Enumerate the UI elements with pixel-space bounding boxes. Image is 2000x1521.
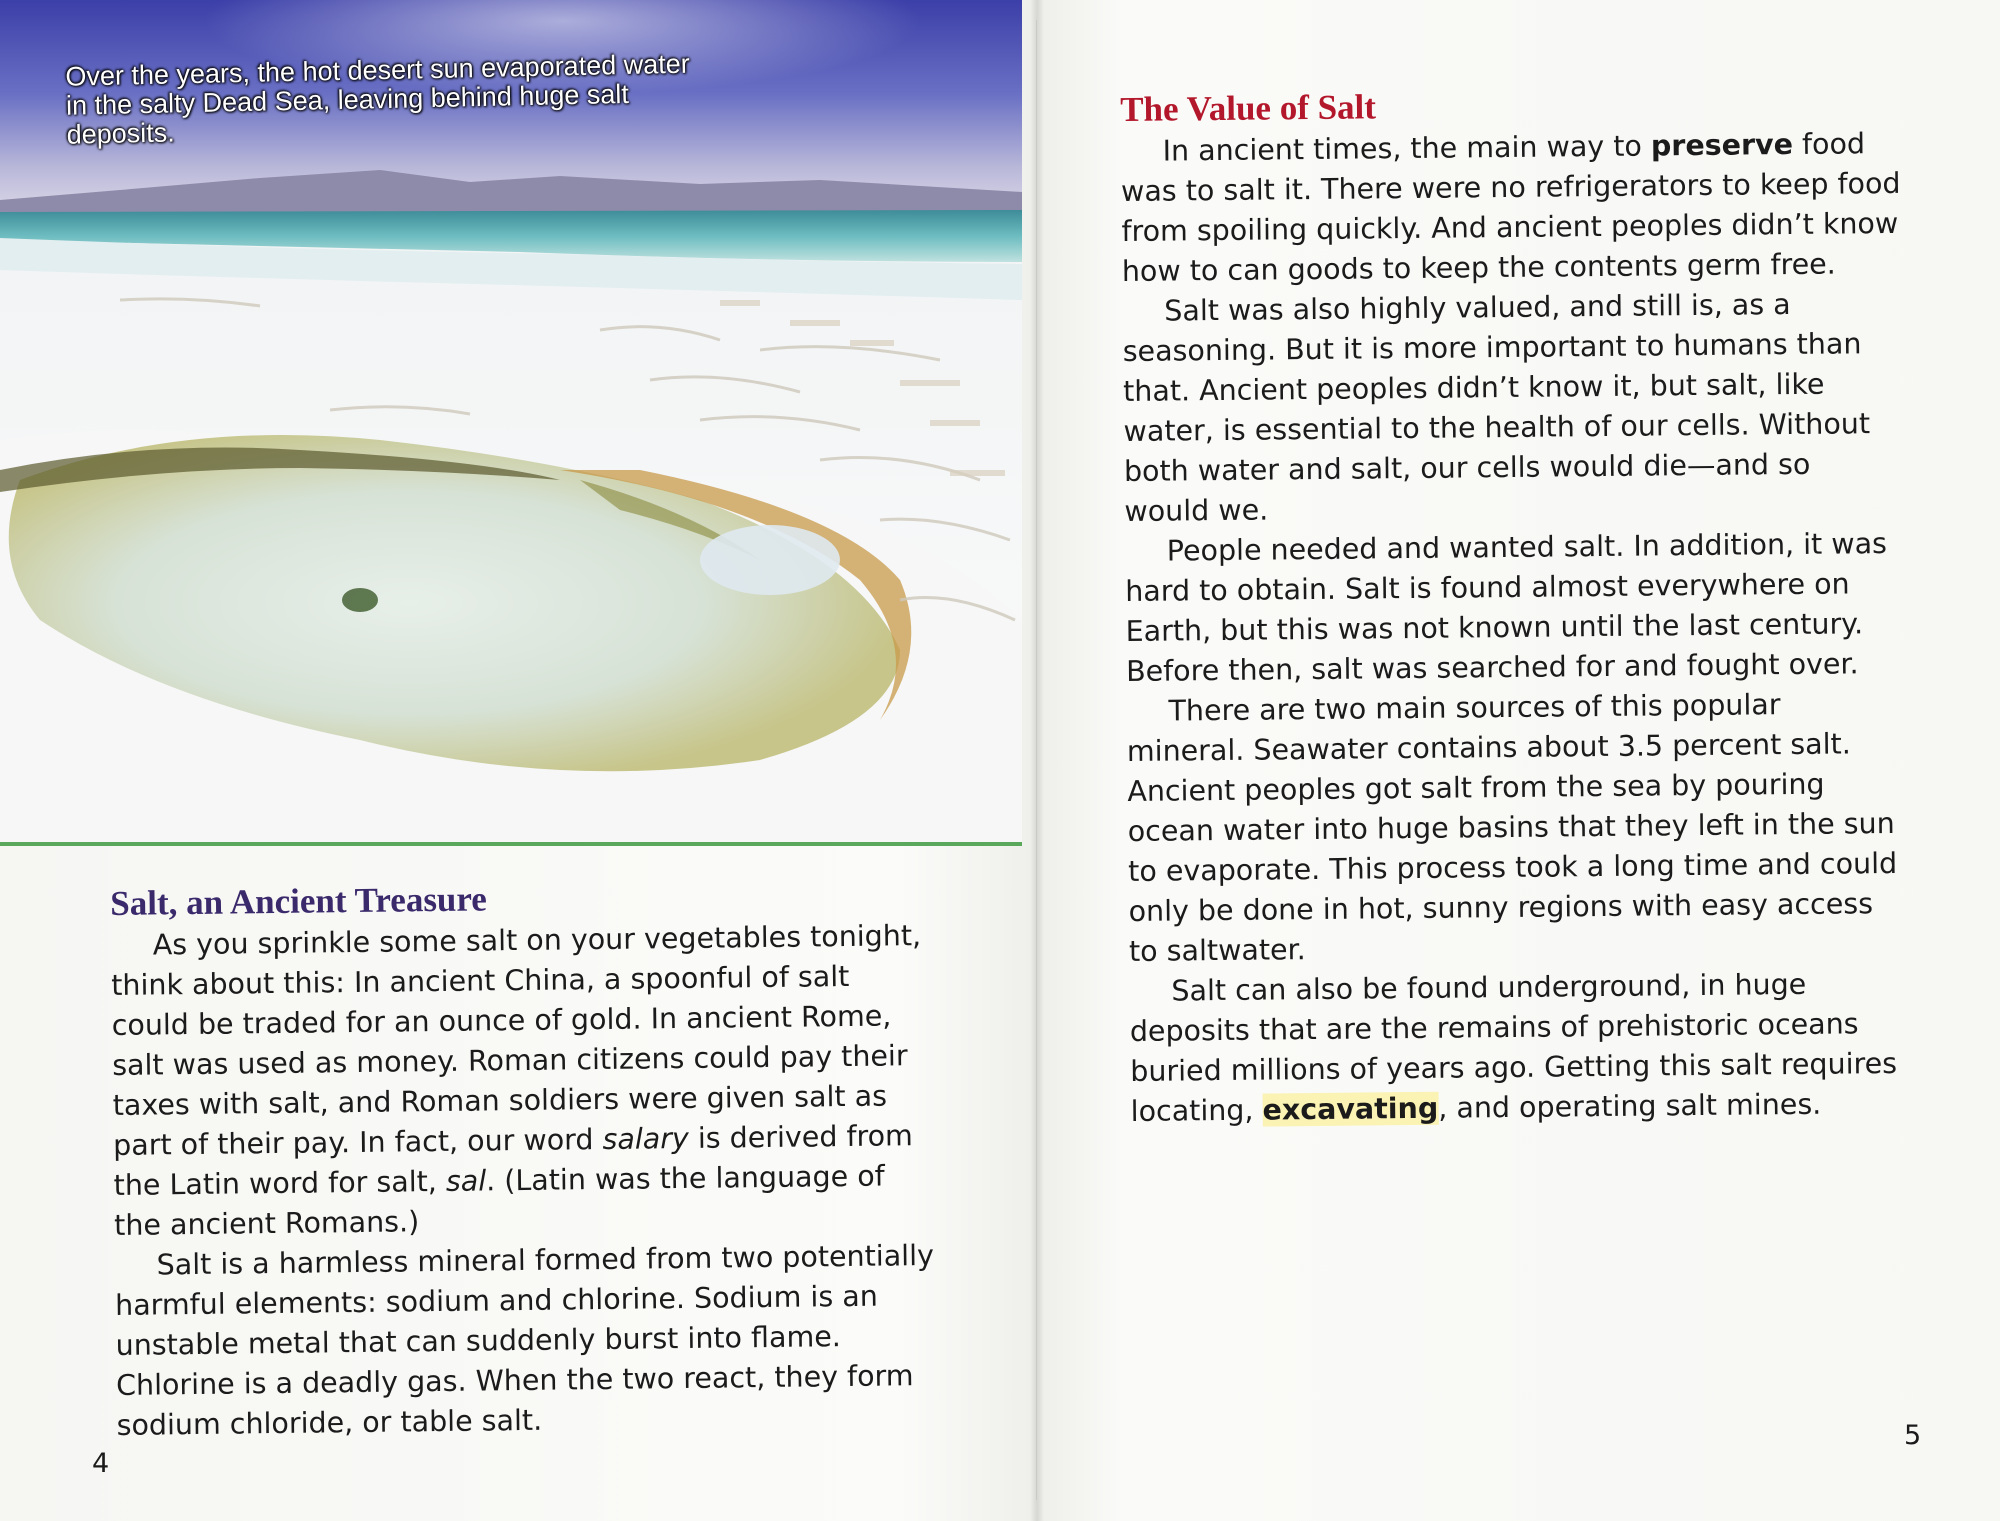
left-page-body <box>111 916 937 1446</box>
paragraph-text: , and operating salt mines. <box>1438 1087 1822 1125</box>
glossary-word-preserve: preserve <box>1650 127 1794 163</box>
paragraph-text: food was to salt it. There were no refrigerators to keep food from spoiling quickly. And ancient peoples didn’t know how to can goods to keep the contents germ free. <box>1120 127 1901 288</box>
right-page-body <box>1120 124 1910 1132</box>
paragraph-text: is derived from the Latin word for salt, <box>113 1119 914 1202</box>
right-paragraph-1 <box>1120 124 1902 292</box>
page-number-right: 5 <box>1904 1420 1922 1451</box>
italic-word-salary: salary <box>602 1121 689 1157</box>
paragraph-text: In ancient times, the main way to <box>1162 129 1652 168</box>
page-number-left: 4 <box>92 1448 110 1479</box>
glossary-word-excavating: excavating <box>1262 1091 1439 1127</box>
italic-word-sal: sal <box>445 1164 487 1198</box>
left-page-text <box>110 874 937 1446</box>
left-paragraph-2: Salt is a harmless mineral formed from two potentially harmful elements: sodium and chlorine. Sodium is an unstable metal that can suddenly burst into flame. Chlorine is a deadly gas. When the two react, they form sodium chloride, or table salt. <box>114 1238 935 1442</box>
paragraph-text: Salt can also be found underground, in huge deposits that are the remains of prehistoric oceans buried millions of years ago. Getting this salt requires locating, <box>1129 967 1898 1128</box>
paragraph-text: As you sprinkle some salt on your vegetables tonight, think about this: In ancient China, a spoonful of salt could be traded for an ounce of gold. In ancient Rome, salt was used as money. Roman citizens could pay their taxes with salt, and Roman soldiers were given salt as part of their pay. In fact, our word <box>111 919 922 1162</box>
right-paragraph-2: Salt was also highly valued, and still is, as a seasoning. But it is more important to humans than that. Ancient peoples didn’t know it, but salt, like water, is essential to the health of our cells. Without both water and salt, our cells would die—and so would we. <box>1122 287 1871 528</box>
left-page-heading: Salt, an Ancient Treasure <box>110 879 488 923</box>
photo-divider-rule <box>0 842 1022 846</box>
right-paragraph-5 <box>1129 964 1911 1132</box>
right-page-text <box>1120 82 1911 1132</box>
gutter-line <box>1036 20 1037 1500</box>
book-gutter <box>1030 0 1044 1521</box>
paragraph-text: . (Latin was the language of the ancient Romans.) <box>113 1159 885 1242</box>
right-paragraph-4: There are two main sources of this popular mineral. Seawater contains about 3.5 percent salt. Ancient peoples got salt from the sea by pouring ocean water into huge basins that they left in the sun to evaporate. This process took a long time and could only be done in hot, sunny regions with easy access to saltwater. <box>1126 688 1898 968</box>
left-paragraph-1 <box>111 916 935 1246</box>
photo-caption: Over the years, the hot desert sun evaporated water in the salty Dead Sea, leaving behind huge salt deposits. <box>65 48 690 150</box>
right-page-heading: The Value of Salt <box>1120 87 1377 129</box>
right-paragraph-3: People needed and wanted salt. In addition, it was hard to obtain. Salt is found almost everywhere on Earth, but this was not known until the last century. Before then, salt was searched for and fought over. <box>1125 526 1888 688</box>
